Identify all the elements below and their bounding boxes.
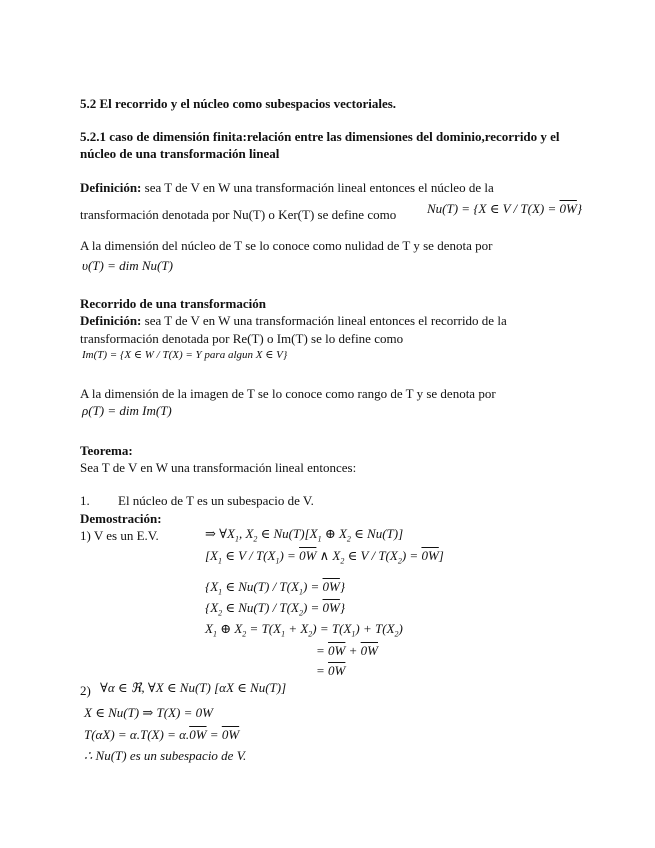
subsection-title-line2: núcleo de una transformación lineal bbox=[80, 146, 280, 161]
subscript: 1 bbox=[317, 534, 322, 544]
zero-vector: 0W bbox=[328, 663, 346, 678]
demo-part2-formula: ∀α ∈ ℜ, ∀X ∈ Nu(T) [αX ∈ Nu(T)] bbox=[100, 680, 287, 695]
recorrido-title: Recorrido de una transformación bbox=[80, 296, 266, 311]
zero-vector: 0W bbox=[221, 727, 240, 742]
math-text: + X bbox=[285, 621, 309, 636]
teorema-text: Sea T de V en W una transformación lineal entonces: bbox=[80, 460, 357, 475]
zero-vector: 0W bbox=[322, 600, 340, 615]
definition-text: sea T de V en W una transformación lineal entonces el núcleo de la bbox=[141, 180, 494, 195]
nucleo-definition-line2: transformación denotada por Nu(T) o Ker(T) se define como bbox=[80, 207, 397, 222]
math-text: ) = bbox=[302, 600, 323, 615]
recorrido-definition-line2: transformación denotada por Re(T) o Im(T) se lo define como bbox=[80, 331, 404, 346]
subscript: 1 bbox=[298, 587, 303, 597]
definition-label: Definición: bbox=[80, 180, 142, 195]
demo-eq2 bbox=[316, 663, 345, 679]
math-text: + bbox=[345, 643, 361, 658]
zero-vector: 0W bbox=[328, 643, 346, 658]
subscript: 2 bbox=[253, 534, 258, 544]
nucleo-formula-end: } bbox=[576, 201, 583, 216]
nulidad-text: A la dimensión del núcleo de T se lo conoce como nulidad de T y se denota por bbox=[80, 238, 493, 253]
subscript: 2 bbox=[340, 556, 345, 566]
math-text: {X bbox=[205, 579, 219, 594]
math-text: , X bbox=[238, 526, 254, 541]
math-text: ∈ Nu(T)[X bbox=[257, 526, 318, 541]
math-text: ) bbox=[398, 621, 403, 636]
subscript: 1 bbox=[234, 534, 239, 544]
nucleo-formula bbox=[427, 201, 582, 217]
definition-text: sea T de V en W una transformación lineal entonces el recorrido de la bbox=[141, 313, 507, 328]
subscript: 1 bbox=[218, 556, 222, 566]
math-text: {X bbox=[205, 600, 219, 615]
demo-conclusion: ∴ Nu(T) es un subespacio de V. bbox=[84, 748, 247, 763]
math-text: ) = bbox=[279, 548, 300, 563]
math-text: ) = bbox=[401, 548, 422, 563]
subscript: 2 bbox=[397, 556, 402, 566]
subscript: 1 bbox=[281, 629, 286, 639]
zero-vector: 0W bbox=[322, 579, 340, 594]
demo-part2-line2 bbox=[84, 727, 239, 743]
math-text: ∈ Nu(T) / T(X bbox=[222, 579, 299, 594]
math-text: ∈ Nu(T)] bbox=[350, 526, 404, 541]
demo-set1 bbox=[205, 579, 345, 597]
zero-vector: 0W bbox=[421, 548, 439, 563]
math-text: } bbox=[339, 600, 346, 615]
math-text: T(αX) = α.T(X) = α. bbox=[84, 727, 190, 742]
demo-set2 bbox=[205, 600, 345, 618]
demostracion-title: Demostración: bbox=[80, 511, 162, 526]
math-text: [X bbox=[205, 548, 218, 563]
zero-vector: 0W bbox=[559, 201, 577, 216]
definition-label: Definición: bbox=[80, 313, 142, 328]
teorema-title: Teorema: bbox=[80, 443, 133, 458]
item-number: 1. bbox=[80, 493, 90, 508]
math-text: ∧ X bbox=[316, 548, 341, 563]
subscript: 2 bbox=[242, 629, 247, 639]
math-text: = bbox=[316, 643, 329, 658]
rango-text: A la dimensión de la imagen de T se lo conoce como rango de T y se denota por bbox=[80, 386, 496, 401]
math-text: ⇒ ∀X bbox=[205, 526, 235, 541]
math-text: X bbox=[205, 621, 213, 636]
math-text: ] bbox=[438, 548, 444, 563]
demo-part1-label: 1) V es un E.V. bbox=[80, 528, 159, 543]
section-title: 5.2 El recorrido y el núcleo como subespacios vectoriales. bbox=[80, 96, 397, 111]
subscript: 2 bbox=[298, 608, 303, 618]
subscript: 2 bbox=[346, 534, 351, 544]
math-text: = T(X bbox=[246, 621, 282, 636]
demo-part2-line1: X ∈ Nu(T) ⇒ T(X) = 0W bbox=[84, 705, 213, 720]
nucleo-formula-lhs: Nu(T) = {X ∈ V / T(X) = bbox=[427, 201, 560, 216]
demo-eq1 bbox=[316, 643, 378, 659]
subscript: 2 bbox=[218, 608, 223, 618]
math-text: = bbox=[206, 727, 222, 742]
demo-line-forall bbox=[205, 526, 403, 544]
nulidad-formula: υ(T) = dim Nu(T) bbox=[82, 258, 173, 273]
recorrido-definition-line1 bbox=[80, 313, 507, 329]
recorrido-formula: Im(T) = {X ∈ W / T(X) = Y para algun X ∈ V} bbox=[82, 349, 288, 361]
demo-sum-line bbox=[205, 621, 403, 639]
subscript: 1 bbox=[275, 556, 280, 566]
math-text: ) + T(X bbox=[355, 621, 395, 636]
demo-part2-label: 2) bbox=[80, 683, 91, 698]
subscript: 1 bbox=[212, 629, 217, 639]
subsection-title-line1: 5.2.1 caso de dimensión finita:relación entre las dimensiones del dominio,recorrido y el bbox=[80, 129, 560, 144]
zero-vector: 0W bbox=[189, 727, 207, 742]
nucleo-definition-line1 bbox=[80, 180, 494, 196]
zero-vector: 0W bbox=[299, 548, 317, 563]
math-text: ⊕ X bbox=[321, 526, 347, 541]
math-text: } bbox=[339, 579, 346, 594]
math-text: ∈ V / T(X bbox=[222, 548, 276, 563]
demo-line-conditions bbox=[205, 548, 444, 566]
math-text: = bbox=[316, 663, 329, 678]
subscript: 1 bbox=[351, 629, 356, 639]
zero-vector: 0W bbox=[360, 643, 378, 658]
item-text: El núcleo de T es un subespacio de V. bbox=[118, 493, 314, 508]
math-text: ∈ Nu(T) / T(X bbox=[222, 600, 299, 615]
subscript: 2 bbox=[394, 629, 399, 639]
math-text: ⊕ X bbox=[216, 621, 243, 636]
subscript: 2 bbox=[308, 629, 313, 639]
rango-formula: ρ(T) = dim Im(T) bbox=[82, 403, 172, 418]
math-text: ∈ V / T(X bbox=[344, 548, 398, 563]
math-text: ) = T(X bbox=[312, 621, 352, 636]
math-text: ) = bbox=[302, 579, 323, 594]
subscript: 1 bbox=[218, 587, 223, 597]
